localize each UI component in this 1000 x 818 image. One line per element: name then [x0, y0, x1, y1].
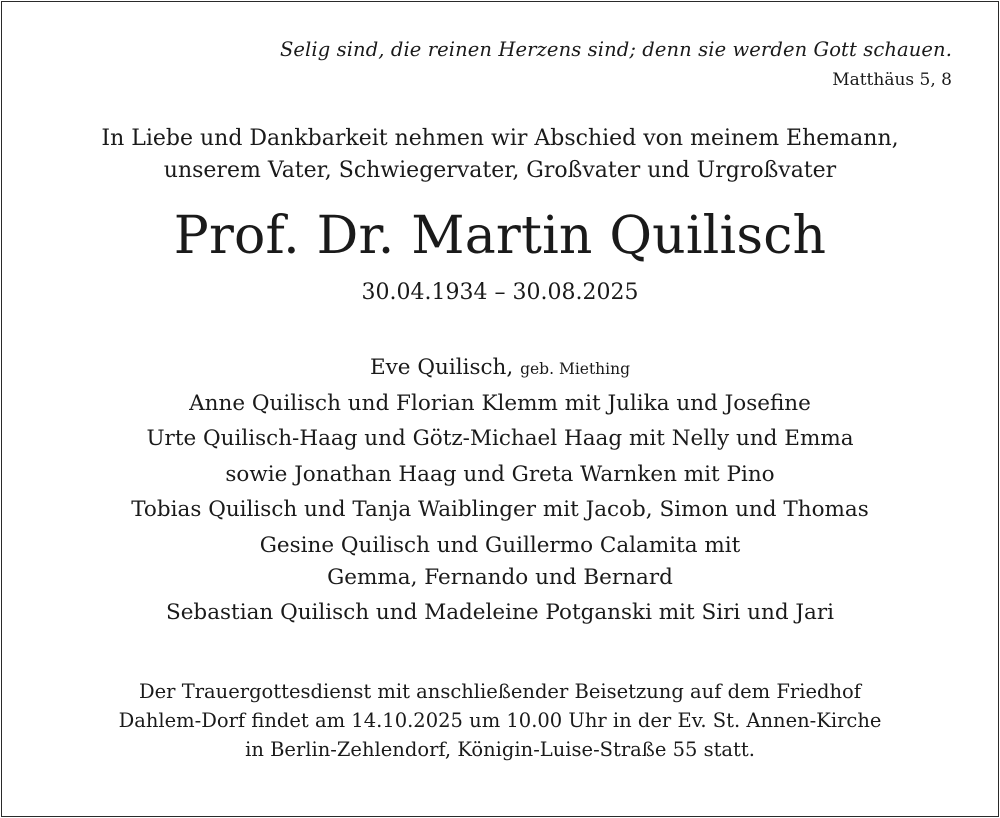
life-dates: 30.04.1934 – 30.08.2025	[361, 280, 639, 305]
service-line-3: in Berlin-Zehlendorf, Königin-Luise-Straße 55 statt.	[245, 738, 755, 761]
service-line-1: Der Trauergottesdienst mit anschließender Beisetzung auf dem Friedhof	[139, 680, 861, 703]
widow-maiden-name: geb. Miething	[520, 360, 631, 378]
mourner-line: Gemma, Fernando und Bernard	[327, 565, 673, 590]
widow-name: Eve Quilisch,	[369, 355, 514, 380]
widow-line	[0, 355, 1000, 380]
bible-quote: Selig sind, die reinen Herzens sind; denn sie werden Gott schauen.	[279, 38, 952, 61]
intro-line-1: In Liebe und Dankbarkeit nehmen wir Abschied von meinem Ehemann,	[101, 126, 899, 151]
deceased-name: Prof. Dr. Martin Quilisch	[173, 206, 827, 266]
mourner-line: Urte Quilisch-Haag und Götz-Michael Haag mit Nelly und Emma	[146, 426, 854, 451]
mourner-line: Gesine Quilisch und Guillermo Calamita mit	[259, 533, 741, 558]
service-line-2: Dahlem-Dorf findet am 14.10.2025 um 10.00 Uhr in der Ev. St. Annen-Kirche	[118, 709, 882, 732]
mourner-line: sowie Jonathan Haag und Greta Warnken mit Pino	[225, 462, 775, 487]
mourner-line: Tobias Quilisch und Tanja Waiblinger mit Jacob, Simon und Thomas	[131, 497, 869, 522]
bible-quote-reference: Matthäus 5, 8	[832, 70, 952, 90]
mourner-line: Sebastian Quilisch und Madeleine Potganski mit Siri und Jari	[165, 600, 835, 625]
mourner-line: Anne Quilisch und Florian Klemm mit Julika und Josefine	[189, 391, 811, 416]
intro-line-2: unserem Vater, Schwiegervater, Großvater und Urgroßvater	[163, 158, 837, 183]
